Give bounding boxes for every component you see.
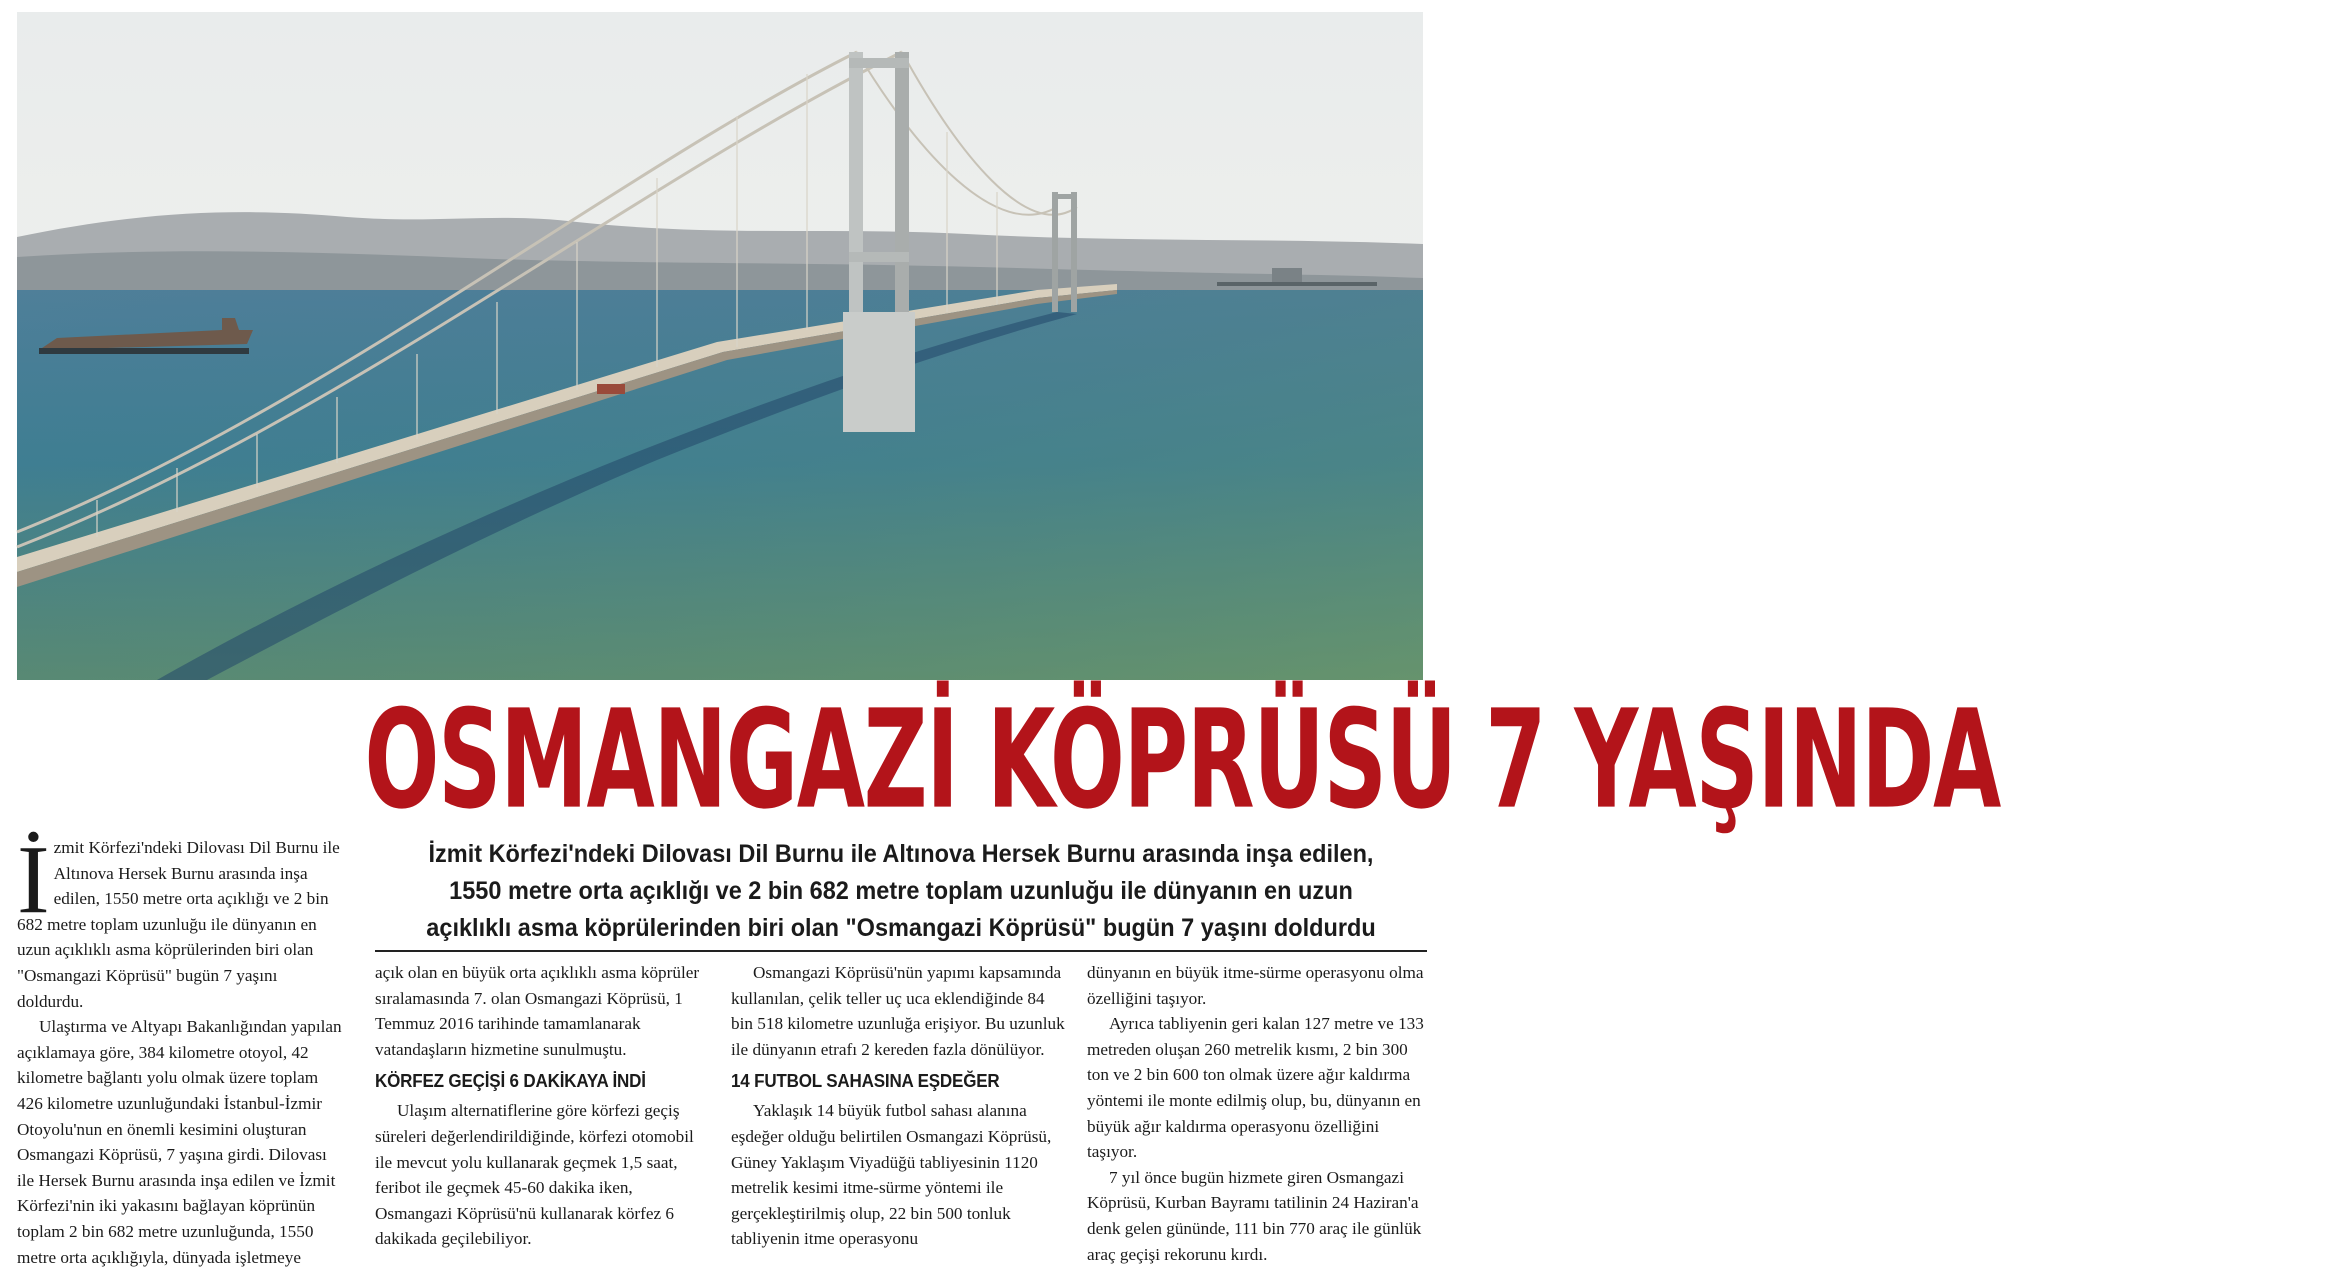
- article-spot: İzmit Körfezi'ndeki Dilovası Dil Burnu ile Altınova Hersek Burnu arasında inşa edilen, 1550 metre orta açıklığı ve 2 bin 682 metre toplam uzunluğu ile dünyanın en uzun açıklıklı asma köprülerinden biri olan "Osmangazi Köprüsü" bugün 7 yaşını doldurdu: [426, 840, 1376, 942]
- paragraph: 7 yıl önce bugün hizmete giren Osmangazi Köprüsü, Kurban Bayramı tatilinin 24 Haziran'a denk gelen gününde, 111 bin 770 araç ile günlük araç geçişi rekorunu kırdı.: [1087, 1167, 1422, 1264]
- paragraph: Ulaşım alternatiflerine göre körfezi geçiş süreleri değerlendirildiğinde, körfezi otomobil ile mevcut yolu kullanarak geçmek 1,5 saat, feribot ile geçmek 45-60 dakika iken, Osmangazi Köprüsü'nü kullanarak körfez 6 dakikada geçilebiliyor.: [375, 1101, 694, 1249]
- paragraph: Osmangazi Köprüsü'nün yapımı kapsamında kullanılan, çelik teller uç uca eklendiğinde 84 bin 518 kilometre uzunluğa erişiyor. Bu uzunluk ile dünyanın etrafı 2 kereden fazla dönülüyor.: [731, 963, 1065, 1059]
- spot-divider: [375, 950, 1427, 952]
- subheading: 14 FUTBOL SAHASINA EŞDEĞER: [731, 1070, 1000, 1092]
- bridge-photo: [17, 12, 1423, 680]
- subheading: KÖRFEZ GEÇİŞİ 6 DAKİKAYA İNDİ: [375, 1070, 646, 1092]
- article-column-3: [731, 960, 1069, 1252]
- paragraph: Yaklaşık 14 büyük futbol sahası alanına eşdeğer olduğu belirtilen Osmangazi Köprüsü, Güney Yaklaşım Viyadüğü tabliyesinin 1120 metrelik kesimi itme-sürme yöntemi ile gerçekleştirilmiş olup, 22 bin 500 tonluk tabliyenin itme operasyonu: [731, 1101, 1052, 1249]
- article-column-4: [1087, 960, 1427, 1267]
- paragraph: Ayrıca tabliyenin geri kalan 127 metre ve 133 metreden oluşan 260 metrelik kısmı, 2 bin 300 ton ve 2 bin 600 ton olmak üzere ağır kaldırma yöntemi ile monte edilmiş olup, bu, dünyanın en büyük ağır kaldırma operasyonu özelliğini taşıyor.: [1087, 1014, 1424, 1162]
- article-column-2: [375, 960, 713, 1252]
- headline: OSMANGAZİ KÖPRÜSÜ 7 YAŞINDA: [364, 680, 2000, 840]
- paragraph: dünyanın en büyük itme-sürme operasyonu olma özelliğini taşıyor.: [1087, 963, 1424, 1008]
- dropcap: İ: [17, 826, 50, 934]
- paragraph: Ulaştırma ve Altyapı Bakanlığından yapılan açıklamaya göre, 384 kilometre otoyol, 42 kilometre bağlantı yolu olmak üzere toplam 426 kilometre uzunluğundaki İstanbul-İzmir Otoyolu'nun en önemli kesimini oluşturan Osmangazi Köprüsü, 7 yaşına girdi. Dilovası ile Hersek Burnu arasında inşa edilen ve İzmit Körfezi'nin iki yakasını bağlayan köprünün toplam 2 bin 682 metre uzunluğunda, 1550 metre orta açıklığıyla, dünyada işletmeye: [17, 1017, 342, 1267]
- paragraph: İzmit Körfezi'ndeki Dilovası Dil Burnu ile Altınova Hersek Burnu arasında inşa edilen, 1550 metre orta açıklığı ve 2 bin 682 metre toplam uzunluğu ile dünyanın en uzun açıklıklı asma köprülerinden biri olan "Osmangazi Köprüsü" bugün 7 yaşını doldurdu.: [17, 826, 340, 1011]
- article-column-1: [17, 826, 347, 1270]
- paragraph: açık olan en büyük orta açıklıklı asma köprüler sıralamasında 7. olan Osmangazi Köprüsü, 1 Temmuz 2016 tarihinde tamamlanarak vatandaşların hizmetine sunulmuştu.: [375, 963, 700, 1059]
